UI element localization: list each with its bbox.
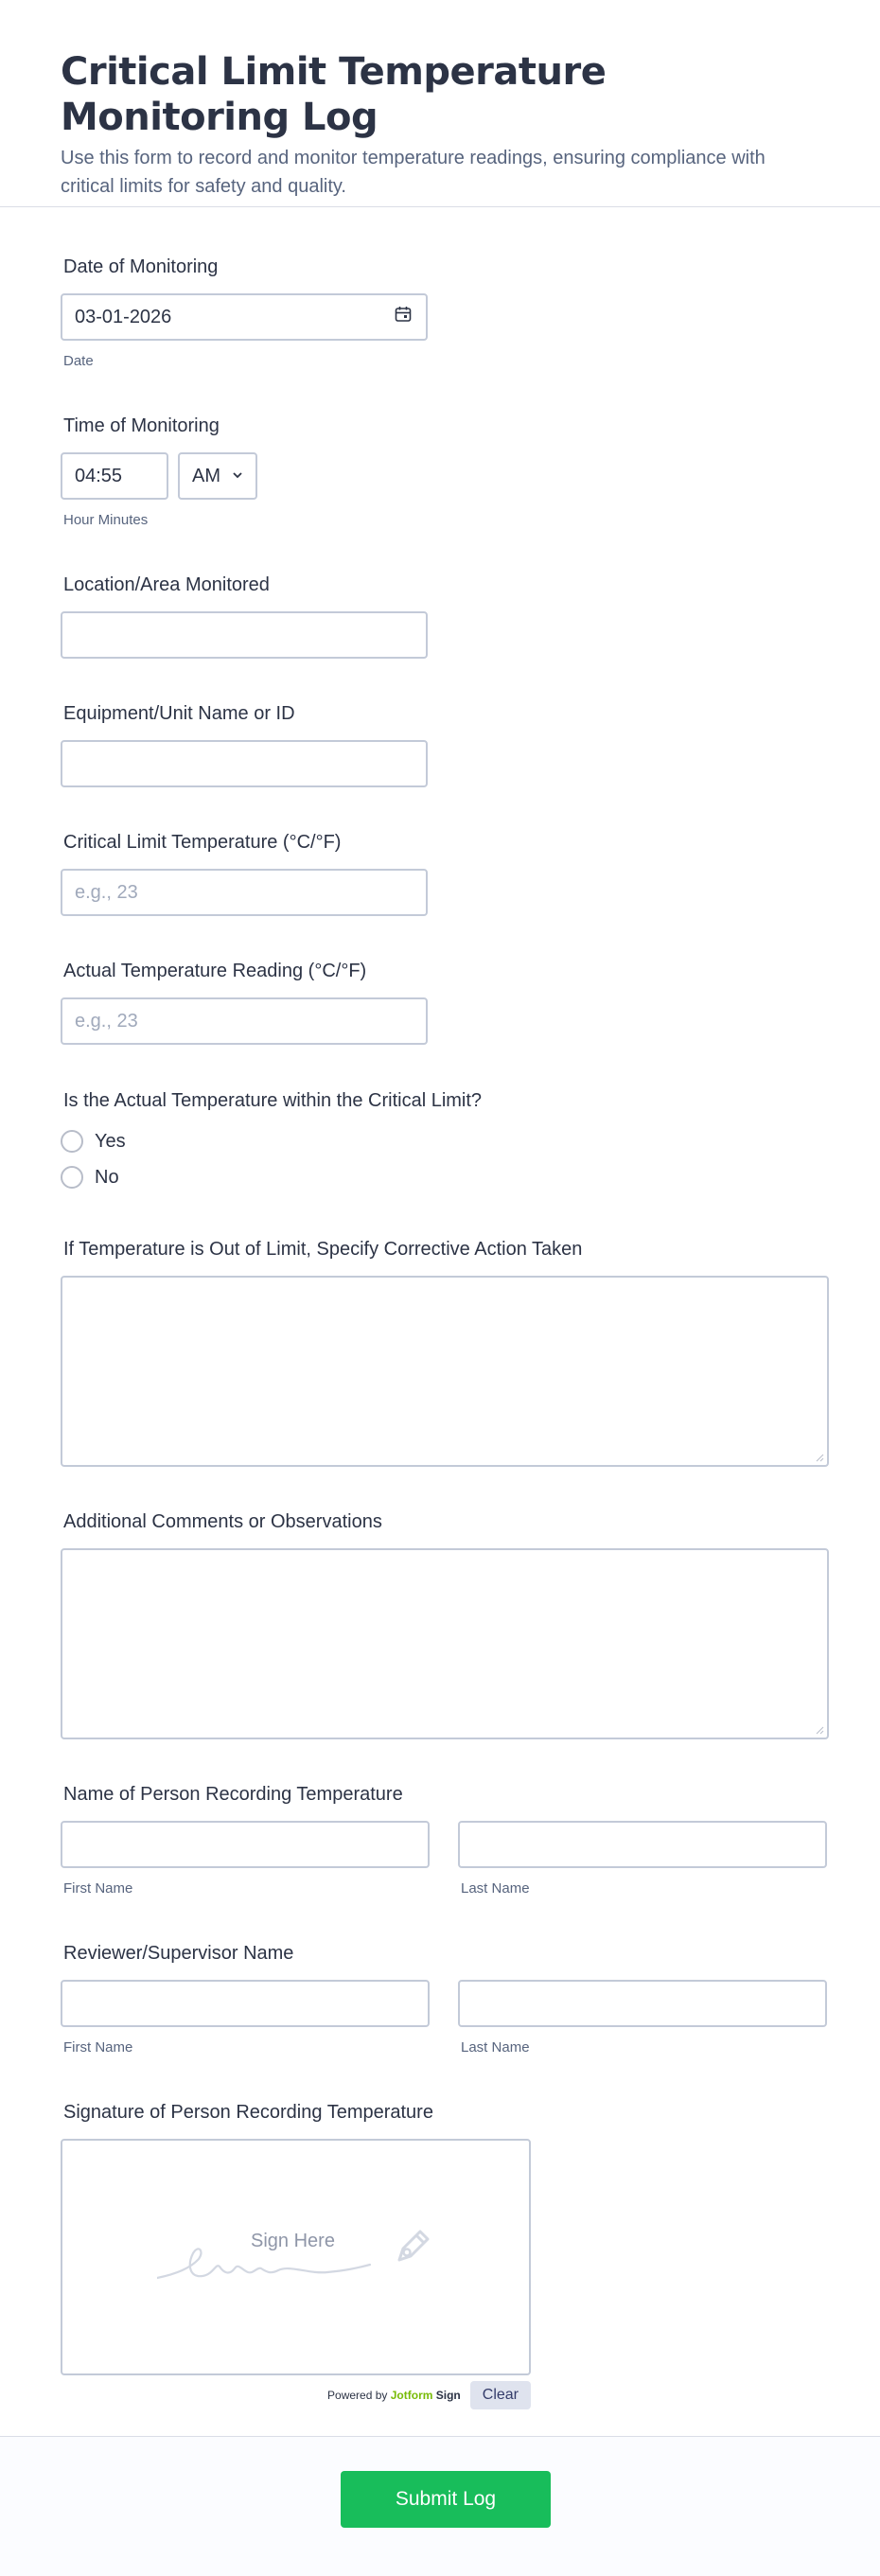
comments-field (61, 1510, 829, 1739)
time-field (61, 415, 257, 528)
recorder-last-name-input[interactable] (458, 1821, 827, 1868)
radio-button-yes[interactable] (61, 1130, 83, 1153)
date-sublabel: Date (63, 353, 94, 369)
jotform-sign-brand (391, 2389, 461, 2402)
comments-label: Additional Comments or Observations (63, 1511, 382, 1532)
reviewer-first-name-sublabel: First Name (63, 2039, 133, 2056)
time-value: 04:55 (75, 465, 123, 486)
signature-footer (61, 2381, 531, 2409)
clear-signature-button[interactable]: Clear (470, 2381, 531, 2409)
recorder-last-name-sublabel: Last Name (461, 1880, 530, 1897)
equipment-label: Equipment/Unit Name or ID (63, 703, 295, 724)
radio-option-yes[interactable] (61, 1127, 482, 1156)
radio-label-no: No (95, 1166, 119, 1188)
critical-temp-input[interactable]: e.g., 23 (61, 869, 428, 916)
time-row (61, 437, 257, 500)
form-description: Use this form to record and monitor temperature readings, ensuring compliance with critical limits for safety and quality. (61, 148, 766, 197)
time-hour-minute-input[interactable] (61, 452, 168, 500)
comments-textarea[interactable] (61, 1548, 829, 1739)
signature-field (61, 2101, 531, 2409)
signature-label: Signature of Person Recording Temperature (63, 2102, 433, 2123)
submit-button[interactable]: Submit Log (341, 2471, 551, 2528)
reviewer-first-name-input[interactable] (61, 1980, 430, 2027)
location-field (61, 573, 428, 659)
resize-grip-icon[interactable] (815, 1453, 824, 1462)
location-label: Location/Area Monitored (63, 574, 270, 595)
signature-scribble-icon (157, 2231, 431, 2287)
reviewer-name-field (61, 1942, 827, 2056)
within-limit-field (61, 1089, 482, 1191)
date-value: 03-01-2026 (75, 306, 172, 327)
location-input[interactable] (61, 611, 428, 659)
calendar-icon[interactable] (394, 305, 413, 329)
date-field (61, 256, 428, 369)
recorder-last-name-col (458, 1806, 827, 1897)
form-title: Critical Limit Temperature Monitoring Log (61, 50, 607, 139)
equipment-input[interactable] (61, 740, 428, 787)
brand-part1: Jotform (390, 2389, 433, 2402)
recorder-first-name-sublabel: First Name (63, 1880, 133, 1897)
reviewer-first-name-col (61, 1965, 430, 2056)
reviewer-name-row (61, 1965, 827, 2056)
radio-button-no[interactable] (61, 1166, 83, 1189)
recorder-first-name-input[interactable] (61, 1821, 430, 1868)
recorder-name-label: Name of Person Recording Temperature (63, 1784, 403, 1805)
actual-temp-field (61, 960, 428, 1045)
resize-grip-icon[interactable] (815, 1725, 824, 1735)
corrective-action-label: If Temperature is Out of Limit, Specify Corrective Action Taken (63, 1239, 583, 1260)
reviewer-last-name-sublabel: Last Name (461, 2039, 530, 2056)
reviewer-last-name-input[interactable] (458, 1980, 827, 2027)
reviewer-name-label: Reviewer/Supervisor Name (63, 1943, 294, 1964)
actual-temp-input[interactable]: e.g., 23 (61, 997, 428, 1045)
signature-pad[interactable] (61, 2139, 531, 2375)
actual-temp-label: Actual Temperature Reading (°C/°F) (63, 961, 367, 981)
brand-part2: Sign (435, 2389, 461, 2402)
powered-prefix: Powered by (327, 2389, 388, 2402)
critical-temp-field (61, 831, 428, 916)
form-footer (0, 2437, 880, 2576)
critical-temp-label: Critical Limit Temperature (°C/°F) (63, 832, 342, 853)
recorder-name-row (61, 1806, 827, 1897)
pen-icon (392, 2224, 435, 2267)
chevron-down-icon (231, 466, 244, 487)
signature-placeholder: Sign Here (251, 2231, 335, 2251)
powered-by-text (327, 2389, 461, 2402)
time-sublabel: Hour Minutes (63, 512, 149, 528)
within-limit-label: Is the Actual Temperature within the Critical Limit? (63, 1090, 483, 1111)
radio-option-no[interactable] (61, 1163, 482, 1191)
recorder-first-name-col (61, 1806, 430, 1897)
reviewer-last-name-col (458, 1965, 827, 2056)
equipment-field (61, 702, 428, 787)
corrective-action-field (61, 1238, 829, 1467)
radio-label-yes: Yes (95, 1130, 126, 1152)
corrective-action-textarea[interactable] (61, 1276, 829, 1467)
time-label: Time of Monitoring (63, 415, 220, 436)
date-label: Date of Monitoring (63, 256, 219, 277)
date-input[interactable] (61, 293, 428, 341)
ampm-select[interactable] (178, 452, 257, 500)
recorder-name-field (61, 1783, 827, 1897)
ampm-value: AM (192, 465, 220, 486)
form-header (0, 0, 880, 207)
